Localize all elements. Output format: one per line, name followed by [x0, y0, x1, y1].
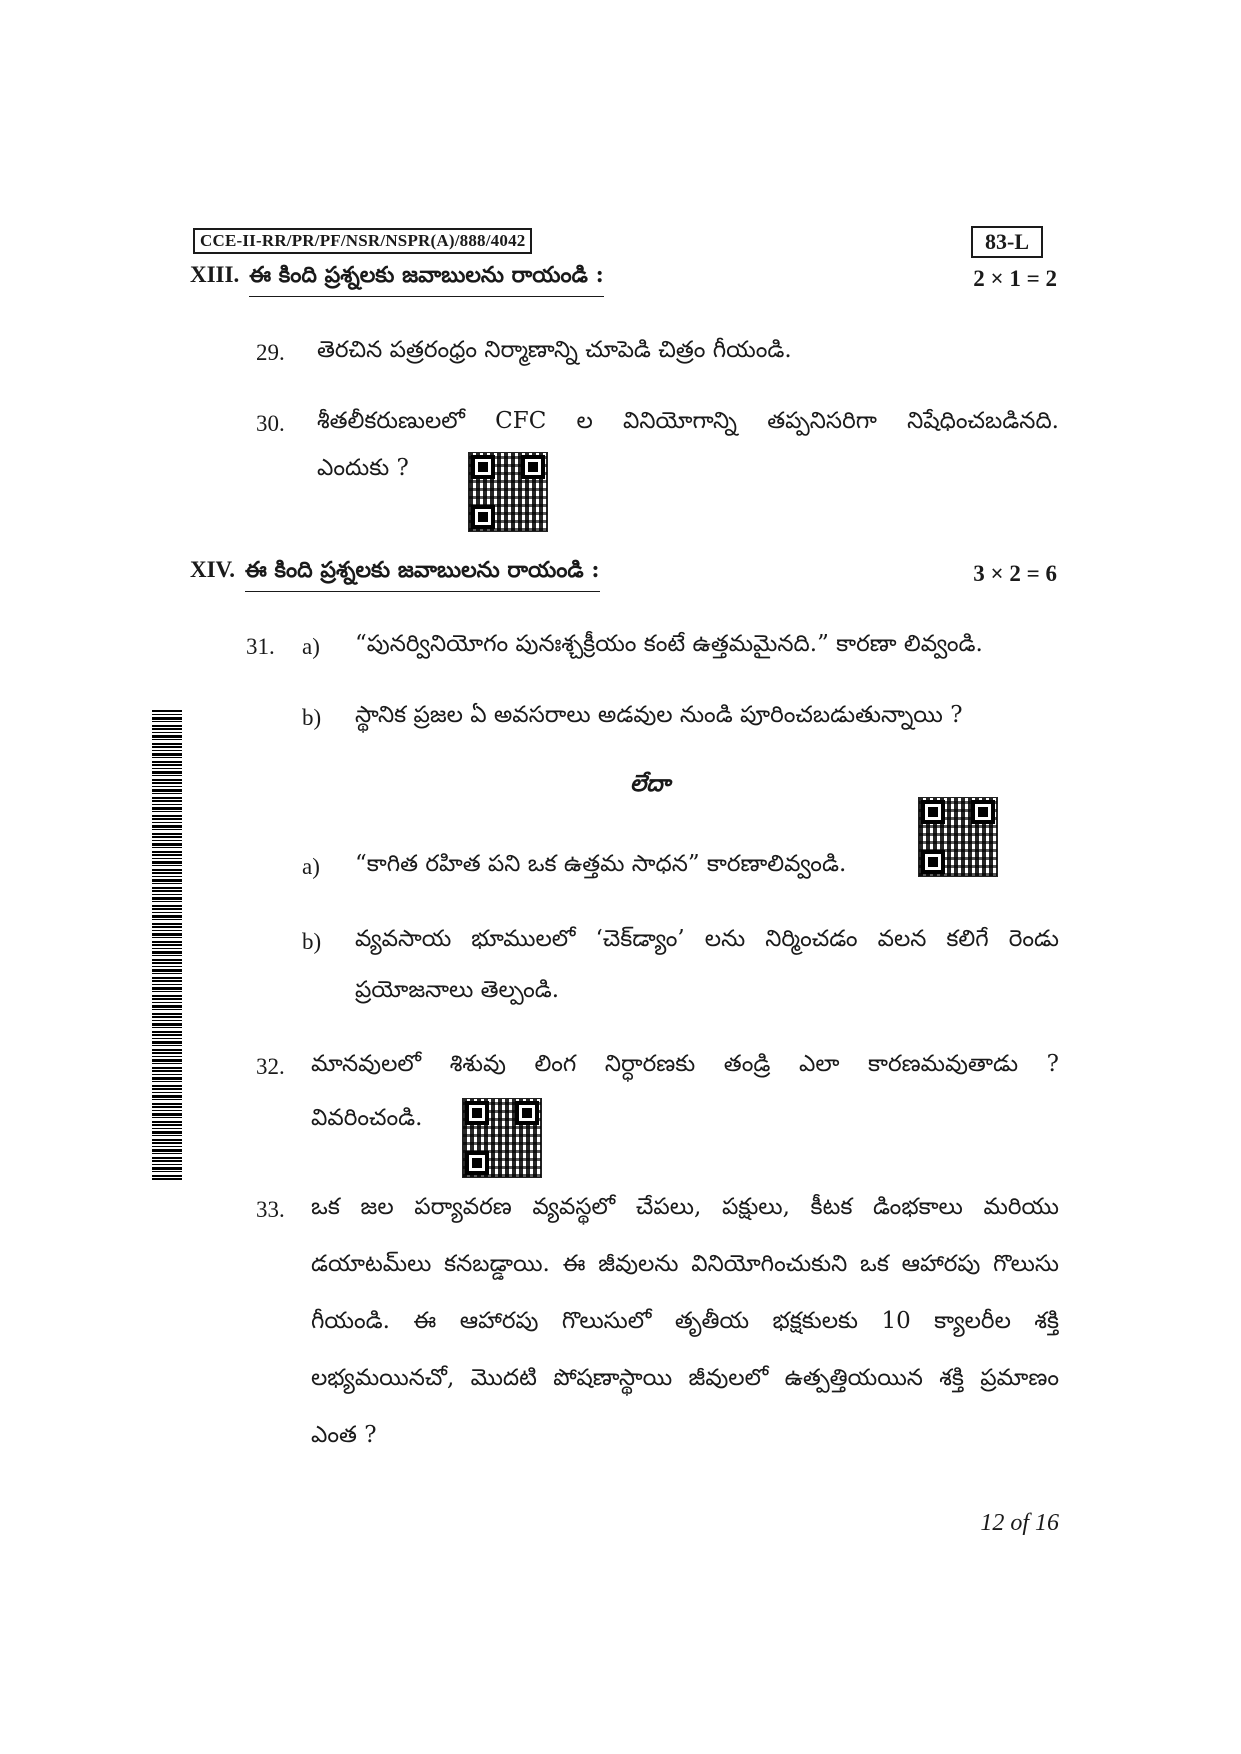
- question-33-line-1: ఒక జల పర్యావరణ వ్యవస్థలో చేపలు, పక్షులు, కీటక డింభకాలు మరియు: [311, 1194, 1059, 1220]
- question-33-line-5: ఎంత ?: [311, 1422, 377, 1448]
- question-number: 31.: [246, 634, 275, 659]
- question-33-line-4: లభ్యమయినచో, మొదటి పోషణాస్థాయి జీవులలో ఉత్పత్తియయిన శక్తి ప్రమాణం: [311, 1365, 1059, 1391]
- question-33-line-2: డయాటమ్‌లు కనబడ్డాయి. ఈ జీవులను వినియోగించుకుని ఒక ఆహారపు గొలుసు: [311, 1251, 1059, 1277]
- question-31-alt-b-line-2: ప్రయోజనాలు తెల్పండి.: [355, 977, 560, 1003]
- section-title: ఈ కింది ప్రశ్నలకు జవాబులను రాయండి :: [249, 262, 604, 297]
- question-31b-text: స్థానిక ప్రజల ఏ అవసరాలు అడవుల నుండి పూరించబడుతున్నాయి ?: [355, 702, 963, 728]
- section-number: XIII.: [190, 262, 240, 287]
- page-number: 12 of 16: [980, 1510, 1059, 1536]
- question-31a-text: “పునర్వినియోగం పునఃశ్చక్రీయం కంటే ఉత్తమమైనది.” కారణా లివ్వండి.: [355, 631, 983, 657]
- qr-code: [468, 452, 548, 532]
- question-33-line-3: గీయండి. ఈ ఆహారపు గొలుసులో తృతీయ భక్షకులకు 10 క్యాలరీల శక్తి: [311, 1308, 1059, 1334]
- question-number: 32.: [256, 1054, 285, 1079]
- question-32-line-1: మానవులలో శిశువు లింగ నిర్ధారణకు తండ్రి ఎలా కారణమవుతాడు ?: [311, 1051, 1059, 1077]
- question-31-alt-a-text: “కాగిత రహిత పని ఒక ఉత్తమ సాధన” కారణాలివ్వండి.: [355, 851, 847, 877]
- question-number: 29.: [256, 340, 285, 365]
- section-xiii-marks: 2 × 1 = 2: [973, 266, 1057, 291]
- option-label: a): [302, 854, 320, 879]
- question-30-line-2: ఎందుకు ?: [317, 455, 409, 481]
- section-number: XIV.: [190, 557, 235, 582]
- paper-code: 83-L: [971, 226, 1043, 258]
- question-32-line-2: వివరించండి.: [311, 1105, 423, 1131]
- section-xiv-marks: 3 × 2 = 6: [973, 561, 1057, 586]
- question-30-line-1: శీతలీకరుణులలో CFC ల వినియోగాన్ని తప్పనిసరిగా నిషేధించబడినది.: [317, 408, 1059, 434]
- section-title: ఈ కింది ప్రశ్నలకు జవాబులను రాయండి :: [245, 557, 600, 592]
- option-label: b): [302, 705, 322, 730]
- barcode: [152, 710, 182, 1180]
- section-xiii-heading: [190, 262, 604, 293]
- question-number: 33.: [256, 1197, 285, 1222]
- question-31-alt-b-line-1: వ్యవసాయ భూములలో ‘చెక్‌డ్యాం’ లను నిర్మించడం వలన కలిగే రెండు: [355, 926, 1059, 952]
- qr-code: [918, 797, 998, 877]
- exam-code: CCE-II-RR/PR/PF/NSR/NSPR(A)/888/4042: [193, 228, 532, 254]
- question-number: 30.: [256, 411, 285, 436]
- or-separator: లేదా: [630, 770, 671, 797]
- question-29-text: తెరచిన పత్రరంధ్రం నిర్మాణాన్ని చూపెడి చిత్రం గీయండి.: [317, 337, 792, 363]
- option-label: a): [302, 634, 320, 659]
- section-xiv-heading: [190, 557, 600, 588]
- option-label: b): [302, 929, 322, 954]
- qr-code: [462, 1098, 542, 1178]
